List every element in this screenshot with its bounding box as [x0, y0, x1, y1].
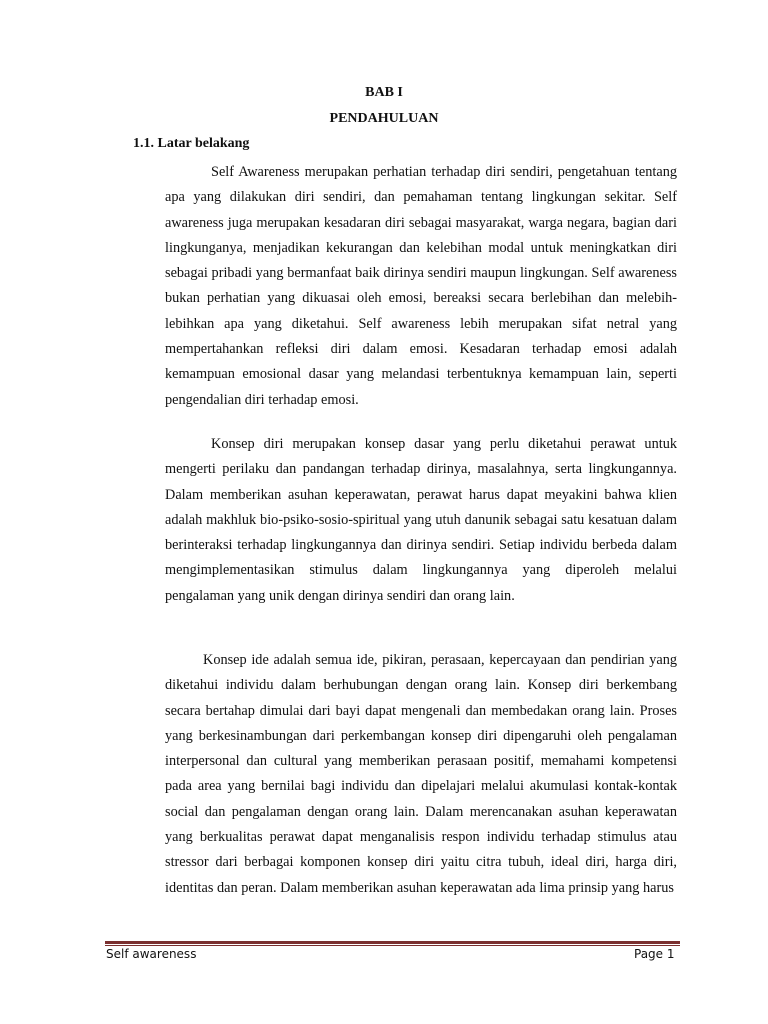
- footer-divider: [105, 941, 680, 944]
- paragraph-konsep-ide: [165, 648, 677, 901]
- paragraph-konsep-diri: [165, 432, 677, 609]
- section-heading: 1.1. Latar belakang: [133, 136, 250, 151]
- chapter-title: BAB I: [365, 85, 403, 100]
- paragraph-text: Konsep ide adalah semua ide, pikiran, perasaan, kepercayaan dan pendirian yang diketahui individu dalam berhubungan dengan orang lain. Konsep diri berkembang secara bertahap dimulai dari bayi dapat mengenali dan membedakan orang lain. Proses yang berkesinambungan dari perkembangan konsep diri dipengaruhi oleh pengalaman interpersonal dan cultural yang memberikan perasaan positif, memahami kompetensi pada area yang bernilai bagi individu dan dipelajari melalui akumulasi kontak-kontak social dan pengalaman dengan orang lain. Dalam merencanakan asuhan keperawatan yang berkualitas perawat dapat menganalisis respon individu terhadap stimulus atau stressor dari berbagai komponen konsep diri yaitu citra tubuh, ideal diri, harga diri, identitas dan peran. Dalam memberikan asuhan keperawatan ada lima prinsip yang harus: [165, 652, 677, 896]
- paragraph-self-awareness: [165, 160, 677, 413]
- paragraph-text: Self Awareness merupakan perhatian terhadap diri sendiri, pengetahuan tentang apa yang dilakukan diri sendiri, dan pemahaman tentang lingkungan sekitar. Self awareness juga merupakan kesadaran diri sebagai masyarakat, warga negara, bagian dari lingkunganya, menjadikan kekurangan dan kelebihan modal untuk meningkatkan diri sebagai pribadi yang bermanfaat baik dirinya sendiri maupun lingkungan. Self awareness bukan perhatian yang dikuasai oleh emosi, bereaksi secara berlebihan dan melebih-lebihkan apa yang diketahui. Self awareness lebih merupakan sifat netral yang mempertahankan refleksi diri dalam emosi. Kesadaran terhadap emosi adalah kemampuan emosional dasar yang melandasi terbentuknya kemampuan lain, seperti pengendalian diri terhadap emosi.: [165, 164, 677, 408]
- chapter-subtitle: PENDAHULUAN: [329, 111, 439, 126]
- paragraph-text: Konsep diri merupakan konsep dasar yang perlu diketahui perawat untuk mengerti perilaku dan pandangan terhadap dirinya, masalahnya, serta lingkungannya. Dalam memberikan asuhan keperawatan, perawat harus dapat meyakini bahwa klien adalah makhluk bio-psiko-sosio-spiritual yang utuh danunik sebagai satu kesatuan dalam berinteraksi terhadap lingkungannya dan dirinya sendiri. Setiap individu berbeda dalam mengimplementasikan stimulus dalam lingkungannya yang diperoleh melalui pengalaman yang unik dengan dirinya sendiri dan orang lain.: [165, 436, 677, 604]
- footer-document-title: Self awareness: [106, 947, 197, 961]
- footer-divider-thin: [105, 945, 680, 946]
- footer-page-number: Page 1: [634, 947, 675, 961]
